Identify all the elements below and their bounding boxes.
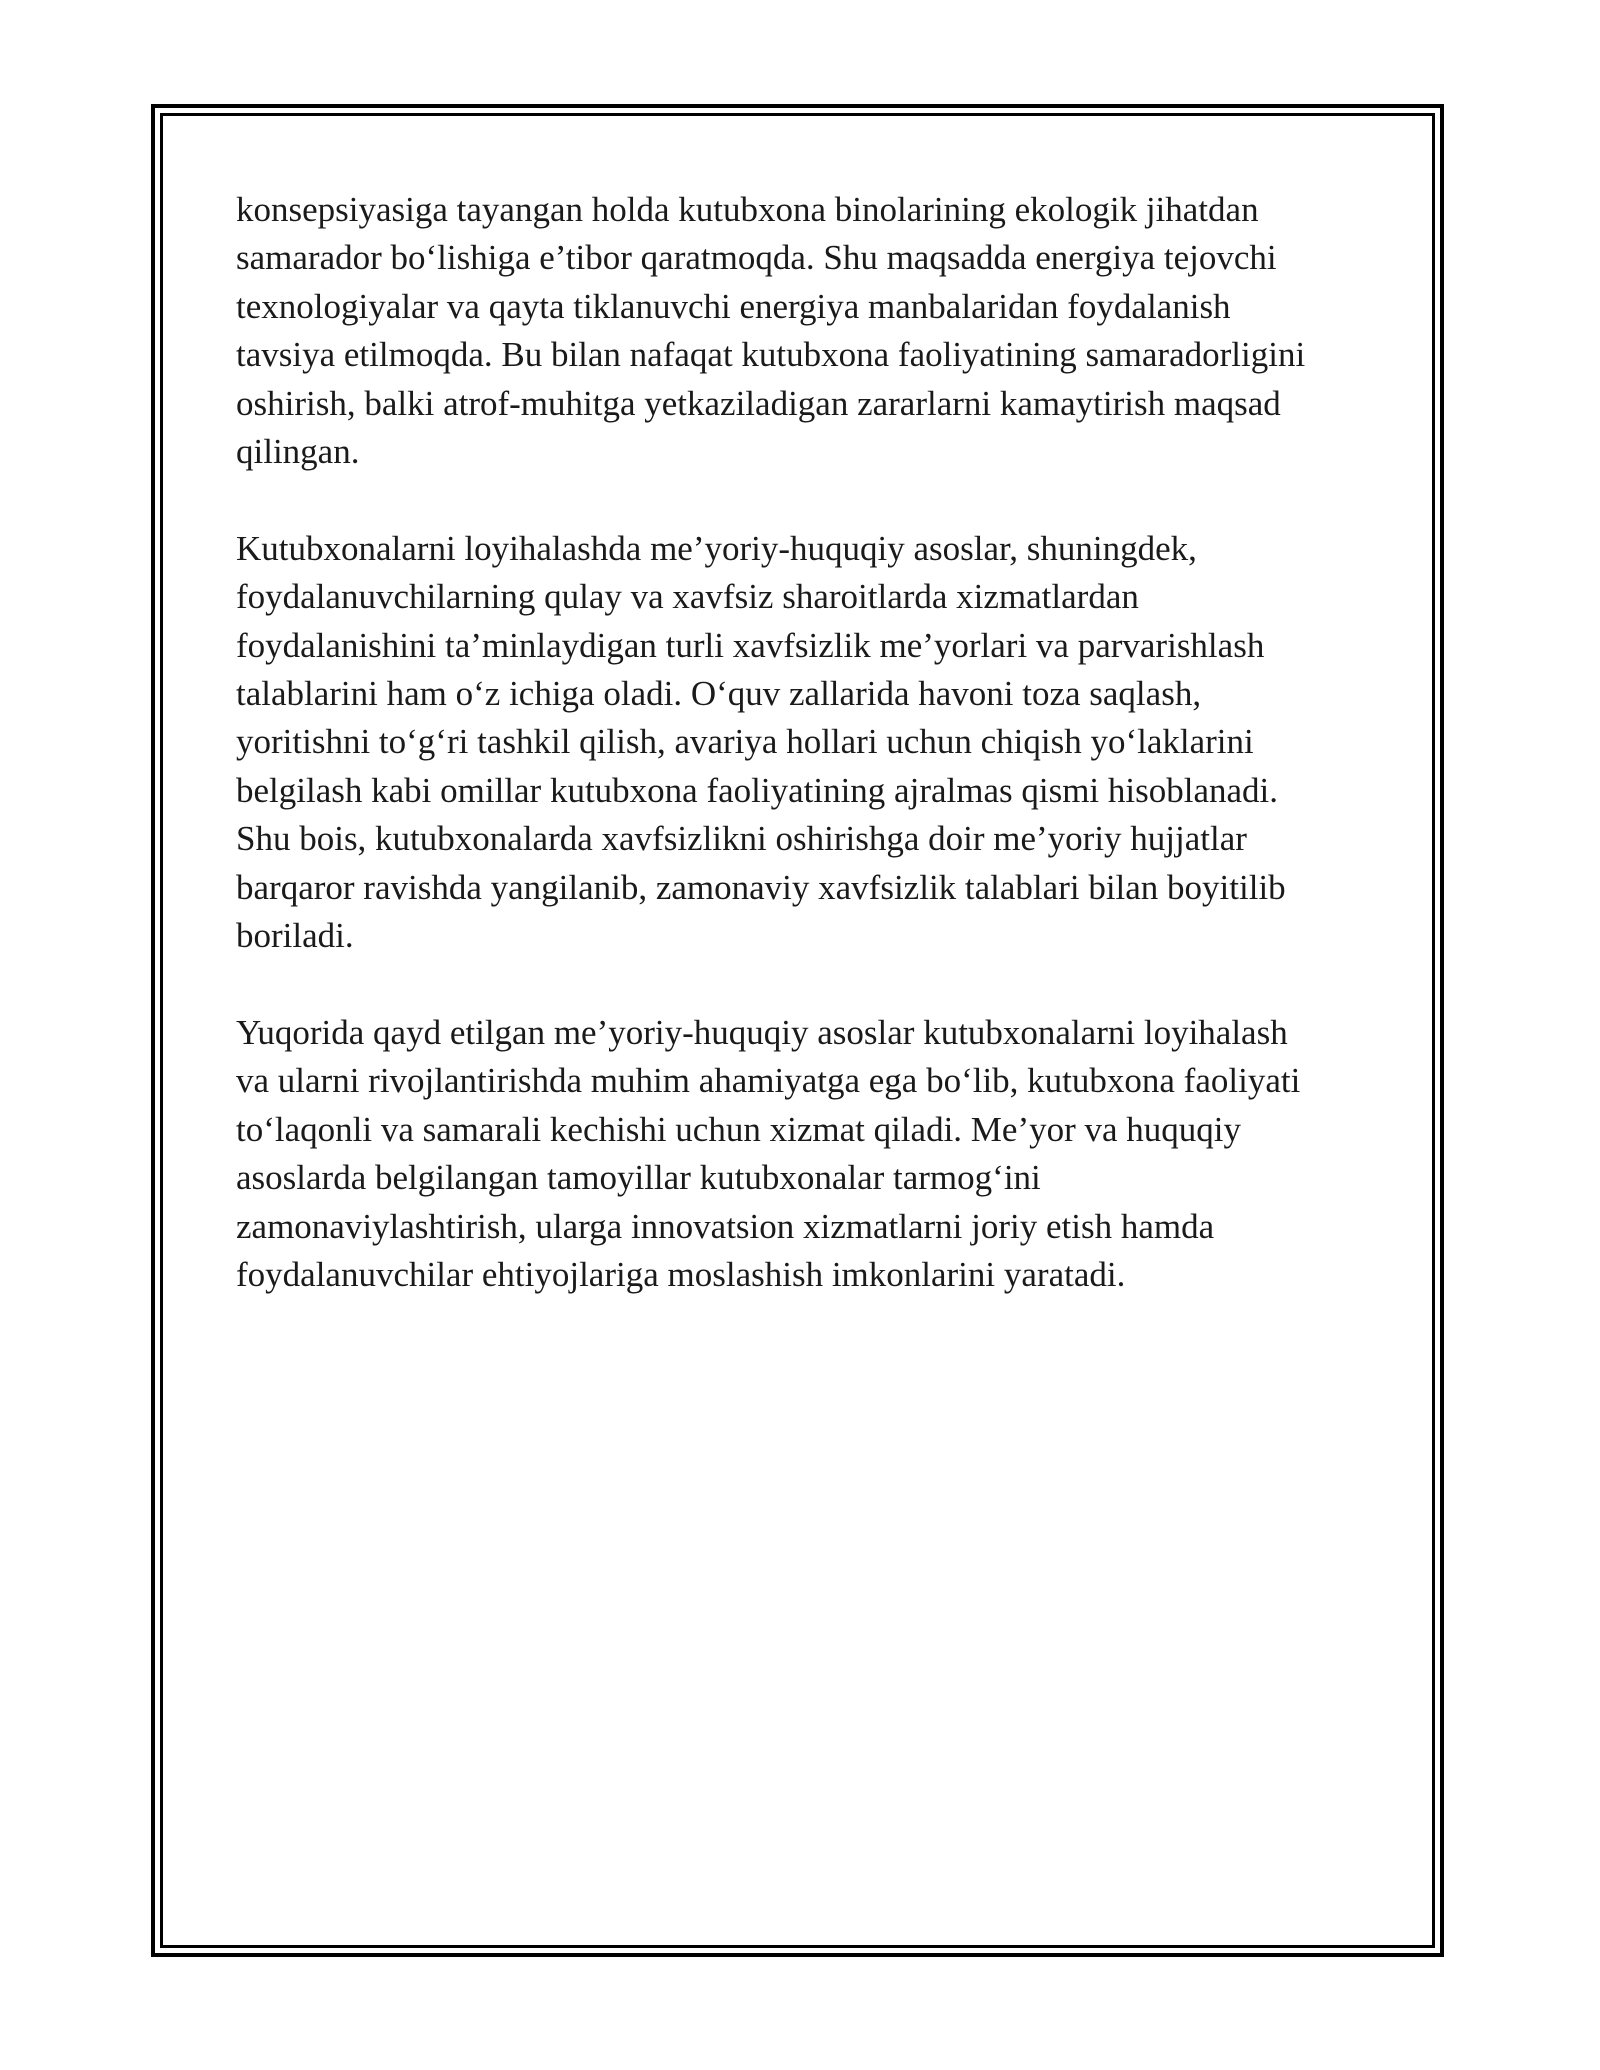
text-line: Shu bois, kutubxonalarda xavfsizlikni oshirishga doir me’yoriy hujjatlar: [236, 819, 1247, 859]
paragraph-1: [236, 186, 1366, 476]
text-line: yoritishni to‘g‘ri tashkil qilish, avariya hollari uchun chiqish yo‘laklarini: [236, 722, 1254, 762]
text-line: texnologiyalar va qayta tiklanuvchi energiya manbalaridan foydalanish: [236, 286, 1231, 326]
text-line: oshirish, balki atrof-muhitga yetkaziladigan zararlarni kamaytirish maqsad: [236, 383, 1281, 423]
text-line: tavsiya etilmoqda. Bu bilan nafaqat kutubxona faoliyatining samaradorligini: [236, 335, 1306, 375]
text-line: boriladi.: [236, 916, 354, 956]
paragraph-3: [236, 1009, 1366, 1299]
text-line: talablarini ham o‘z ichiga oladi. O‘quv zallarida havoni toza saqlash,: [236, 674, 1202, 714]
document-body: [236, 186, 1366, 1348]
text-line: to‘laqonli va samarali kechishi uchun xizmat qiladi. Me’yor va huquqiy: [236, 1109, 1242, 1149]
text-line: foydalanuvchilarning qulay va xavfsiz sharoitlarda xizmatlardan: [236, 577, 1139, 617]
text-line: Yuqorida qayd etilgan me’yoriy-huquqiy asoslar kutubxonalarni loyihalash: [236, 1012, 1288, 1052]
text-line: asoslarda belgilangan tamoyillar kutubxonalar tarmog‘ini: [236, 1158, 1041, 1198]
text-line: zamonaviylashtirish, ularga innovatsion xizmatlarni joriy etish hamda: [236, 1206, 1215, 1246]
text-line: foydalanuvchilar ehtiyojlariga moslashish imkonlarini yaratadi.: [236, 1254, 1126, 1294]
text-line: belgilash kabi omillar kutubxona faoliyatining ajralmas qismi hisoblanadi.: [236, 770, 1279, 810]
text-line: qilingan.: [236, 432, 360, 472]
text-line: samarador bo‘lishiga e’tibor qaratmoqda. Shu maqsadda energiya tejovchi: [236, 238, 1277, 278]
text-line: foydalanishini ta’minlaydigan turli xavfsizlik me’yorlari va parvarishlash: [236, 625, 1265, 665]
text-line: barqaror ravishda yangilanib, zamonaviy xavfsizlik talablari bilan boyitilib: [236, 867, 1286, 907]
text-line: konsepsiyasiga tayangan holda kutubxona binolarining ekologik jihatdan: [236, 190, 1259, 229]
text-line: Kutubxonalarni loyihalashda me’yoriy-huquqiy asoslar, shuningdek,: [236, 528, 1197, 568]
text-line: va ularni rivojlantirishda muhim ahamiyatga ega bo‘lib, kutubxona faoliyati: [236, 1061, 1301, 1101]
paragraph-2: [236, 525, 1366, 961]
